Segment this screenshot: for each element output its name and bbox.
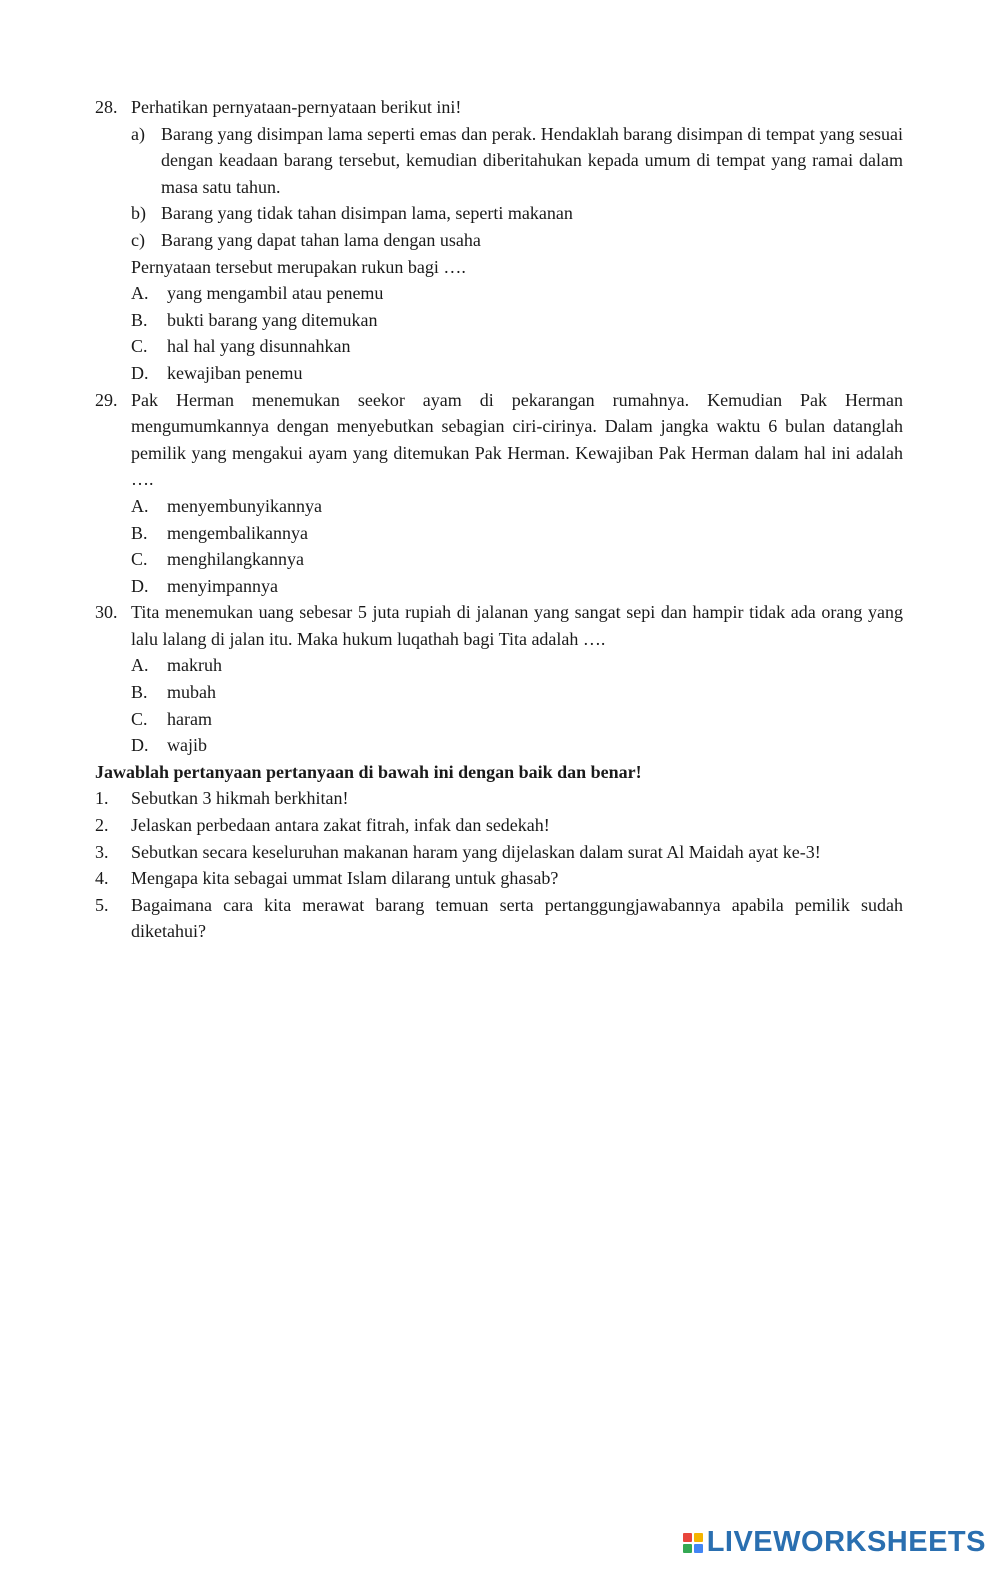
option-text: yang mengambil atau penemu [167, 283, 384, 304]
option-label: D. [131, 735, 149, 756]
question-29 [95, 387, 903, 600]
option-label: D. [131, 362, 149, 383]
statement-b [131, 200, 903, 227]
statement-text: Barang yang disimpan lama seperti emas dan perak. Hendaklah barang disimpan di tempat yang sesuai dengan keadaan barang tersebut, kemudian diberitahukan kepada umum di tempat yang ramai dalam masa satu tahun. [161, 123, 903, 197]
question-30 [95, 599, 903, 759]
essay-question-1 [95, 785, 903, 812]
option-label: B. [131, 309, 148, 330]
essay-number: 5. [95, 894, 109, 915]
option-d[interactable] [131, 732, 903, 759]
essay-number: 3. [95, 841, 109, 862]
question-text: Pak Herman menemukan seekor ayam di pekarangan rumahnya. Kemudian Pak Herman mengumumkannya dengan menyebutkan sebagian ciri-cirinya. Dalam jangka waktu 6 bulan datanglah pemilik yang mengakui ayam yang ditemukan Pak Herman. Kewajiban Pak Herman dalam hal ini adalah …. [131, 389, 903, 490]
question-text: Tita menemukan uang sebesar 5 juta rupiah di jalanan yang sangat sepi dan hampir tidak ada orang yang lalu lalang di jalan itu. Maka hukum luqathah bagi Tita adalah …. [131, 602, 903, 649]
option-a[interactable] [131, 652, 903, 679]
option-b[interactable] [131, 520, 903, 547]
option-label: A. [131, 495, 149, 516]
essay-text: Sebutkan 3 hikmah berkhitan! [131, 788, 349, 809]
logo-square [683, 1533, 692, 1542]
statement-label: c) [131, 229, 145, 250]
statement-text: Barang yang tidak tahan disimpan lama, seperti makanan [161, 203, 573, 224]
option-label: B. [131, 522, 148, 543]
logo-square [683, 1544, 692, 1553]
option-text: makruh [167, 655, 222, 676]
option-label: C. [131, 549, 148, 570]
option-text: kewajiban penemu [167, 362, 303, 383]
option-c[interactable] [131, 546, 903, 573]
option-label: A. [131, 283, 149, 304]
worksheet-page [95, 94, 903, 945]
option-c[interactable] [131, 333, 903, 360]
option-a[interactable] [131, 280, 903, 307]
question-number: 28. [95, 97, 118, 117]
essay-number: 1. [95, 788, 109, 809]
statement-label: a) [131, 123, 145, 144]
option-text: hal hal yang disunnahkan [167, 336, 351, 357]
essay-text: Sebutkan secara keseluruhan makanan haram yang dijelaskan dalam surat Al Maidah ayat ke-3! [131, 841, 821, 862]
question-text: Perhatikan pernyataan-pernyataan berikut ini! [131, 97, 462, 117]
option-b[interactable] [131, 679, 903, 706]
option-text: haram [167, 708, 212, 729]
statement-label: b) [131, 203, 146, 224]
option-text: mubah [167, 682, 216, 703]
statement-a [131, 121, 903, 201]
essay-text: Bagaimana cara kita merawat barang temuan serta pertanggungjawabannya apabila pemilik sudah diketahui? [131, 894, 903, 942]
option-label: C. [131, 708, 148, 729]
essay-question-4 [95, 865, 903, 892]
question-28 [95, 94, 903, 387]
option-text: wajib [167, 735, 207, 756]
question-number: 29. [95, 389, 118, 410]
option-c[interactable] [131, 706, 903, 733]
option-a[interactable] [131, 493, 903, 520]
option-d[interactable] [131, 573, 903, 600]
option-label: D. [131, 575, 149, 596]
essay-number: 2. [95, 815, 109, 836]
essay-question-3 [95, 839, 903, 866]
essay-number: 4. [95, 868, 109, 889]
statement-text: Barang yang dapat tahan lama dengan usaha [161, 229, 481, 250]
statement-c [131, 227, 903, 254]
option-label: B. [131, 682, 148, 703]
logo-square [694, 1544, 703, 1553]
logo-square [694, 1533, 703, 1542]
liveworksheets-logo-icon [683, 1533, 703, 1553]
liveworksheets-logo [683, 1526, 986, 1559]
option-label: C. [131, 336, 148, 357]
essay-text: Jelaskan perbedaan antara zakat fitrah, infak dan sedekah! [131, 815, 550, 836]
option-text: menyembunyikannya [167, 495, 322, 516]
question-number: 30. [95, 602, 118, 623]
option-d[interactable] [131, 360, 903, 387]
liveworksheets-wordmark: LIVEWORKSHEETS [706, 1526, 986, 1558]
option-text: menyimpannya [167, 575, 278, 596]
essay-question-5 [95, 892, 903, 945]
essay-text: Mengapa kita sebagai ummat Islam dilarang untuk ghasab? [131, 868, 559, 889]
question-stem: Pernyataan tersebut merupakan rukun bagi …. [131, 256, 466, 277]
essay-section-title: Jawablah pertanyaan pertanyaan di bawah ini dengan baik dan benar! [95, 761, 642, 782]
option-label: A. [131, 655, 149, 676]
option-b[interactable] [131, 307, 903, 334]
option-text: mengembalikannya [167, 522, 308, 543]
option-text: bukti barang yang ditemukan [167, 309, 378, 330]
option-text: menghilangkannya [167, 549, 304, 570]
essay-question-2 [95, 812, 903, 839]
